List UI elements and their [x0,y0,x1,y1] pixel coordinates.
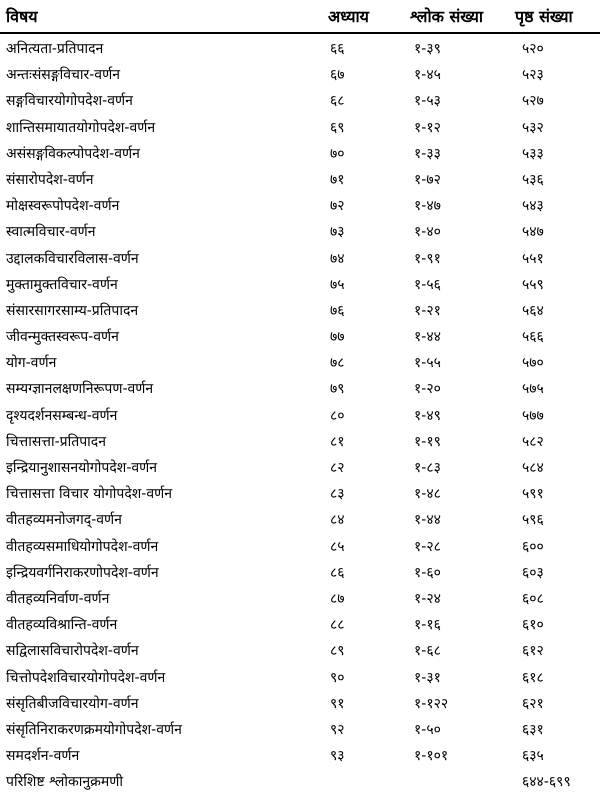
row-subject: समदर्शन-वर्णन [6,748,80,765]
row-verses: १-५० [414,721,441,738]
row-chapter: ९१ [330,695,345,712]
table-row [0,560,600,586]
table-row [0,193,600,219]
row-subject: सम्यग्ज्ञानलक्षणनिरूपण-वर्णन [6,381,154,398]
row-verses: १-२१ [414,302,441,319]
row-verses: १-४९ [414,407,441,424]
row-verses: १-५५ [414,355,441,372]
row-chapter: ८७ [330,590,345,607]
row-verses: १-२४ [414,590,441,607]
row-chapter: ८६ [330,564,345,581]
table-row [0,429,600,455]
row-subject: शान्तिसमायातयोगोपदेश-वर्णन [6,119,156,136]
row-chapter: ६८ [330,93,345,110]
row-chapter: ९० [330,669,345,686]
table-row [0,62,600,88]
row-chapter: ९३ [330,748,345,765]
contents-table-body [0,36,600,795]
table-row [0,350,600,376]
table-row [0,298,600,324]
row-page: ६१२ [522,643,544,660]
row-chapter: ७५ [330,276,345,293]
row-verses: १-४४ [414,512,441,529]
table-row [0,612,600,638]
row-chapter: ६६ [330,41,345,57]
row-chapter: ७७ [330,329,345,346]
row-page: ५९१ [522,486,544,503]
header-page: पृष्ठ संख्या [515,7,573,26]
row-chapter: ७८ [330,355,345,372]
row-page: ५३३ [522,145,544,162]
row-subject: सङ्गविचारयोगोपदेश-वर्णन [6,93,133,110]
row-subject: योग-वर्णन [6,355,57,372]
row-page: ५४७ [522,224,544,241]
row-page: ५८२ [522,433,544,450]
row-chapter: ७१ [330,171,345,188]
row-chapter: ७२ [330,198,345,215]
row-subject: इन्द्रियवर्गनिराकरणोपदेश-वर्णन [6,564,159,581]
table-header [0,0,600,34]
row-page: ६०३ [522,564,544,581]
row-verses: १-७२ [414,171,441,188]
table-row [0,324,600,350]
row-subject: परिशिष्ट श्लोकानुक्रमणी [6,774,123,791]
table-row [0,141,600,167]
row-chapter: ८८ [330,617,345,634]
table-row [0,507,600,533]
table-row [0,665,600,691]
table-row [0,534,600,560]
row-page: ५७० [522,355,544,372]
row-subject: वीतहव्यसमाधियोगोपदेश-वर्णन [6,538,159,555]
row-subject: मोक्षस्वरूपोपदेश-वर्णन [6,198,120,215]
row-page: ५३६ [522,171,544,188]
row-chapter: ८९ [330,643,345,660]
row-subject: उद्दालकविचारविलास-वर्णन [6,250,139,267]
row-verses: १-६८ [414,643,441,660]
row-verses: १-१२२ [414,695,449,712]
row-verses: १-१६ [414,617,441,634]
row-verses: १-९१ [414,250,441,267]
row-subject: संसारसागरसाम्य-प्रतिपादन [6,302,139,319]
row-chapter: ८० [330,407,345,424]
row-page: ६४४-६९९ [522,774,571,791]
row-chapter: ८४ [330,512,345,529]
row-subject: अन्तःसंसङ्गविचार-वर्णन [6,67,120,84]
table-row [0,167,600,193]
row-verses: १-५६ [414,276,441,293]
row-page: ६१० [522,617,544,634]
row-subject: सद्विलासविचारोपदेश-वर्णन [6,643,139,660]
row-chapter: ६७ [330,67,345,84]
row-chapter: ७४ [330,250,345,267]
table-row [0,376,600,402]
row-subject: संसारोपदेश-वर्णन [6,171,94,188]
table-row [0,455,600,481]
row-subject: असंसङ्गविकल्पोपदेश-वर्णन [6,145,140,162]
row-page: ५८४ [522,460,544,476]
row-page: ५६४ [522,302,544,319]
row-verses: १-२० [414,381,441,398]
row-page: ५७५ [522,381,544,398]
table-row [0,481,600,507]
row-page: ६०० [522,538,544,555]
row-page: ५५९ [522,276,544,293]
row-subject: संसृतिबीजविचारयोग-वर्णन [6,695,139,712]
table-row [0,219,600,245]
row-verses: १-४५ [414,67,441,84]
table-row [0,743,600,769]
row-chapter: ७९ [330,381,345,398]
row-verses: १-८३ [414,460,441,476]
row-subject: चित्तासत्ता विचार योगोपदेश-वर्णन [6,486,173,503]
row-page: ६०८ [522,590,544,607]
row-page: ६१८ [522,669,544,686]
row-verses: १-३१ [414,669,441,686]
row-subject: जीवन्मुक्तस्वरूप-वर्णन [6,329,119,346]
row-verses: १-३३ [414,145,441,162]
table-row [0,403,600,429]
row-page: ५६६ [522,329,544,346]
row-page: ५९६ [522,512,544,529]
row-page: ५४३ [522,198,544,215]
row-verses: १-४० [414,224,441,241]
row-subject: मुक्तामुक्तविचार-वर्णन [6,276,118,293]
row-verses: १-१२ [414,119,441,136]
table-row [0,36,600,62]
row-subject: अनित्यता-प्रतिपादन [6,41,104,57]
table-row [0,691,600,717]
row-verses: १-४७ [414,198,441,215]
row-subject: स्वात्मविचार-वर्णन [6,224,96,241]
row-subject: इन्द्रियानुशासनयोगोपदेश-वर्णन [6,460,158,476]
table-row [0,272,600,298]
row-subject: संसृतिनिराकरणक्रमयोगोपदेश-वर्णन [6,721,182,738]
row-subject: चित्तोपदेशविचारयोगोपदेश-वर्णन [6,669,166,686]
table-row [0,769,600,795]
row-verses: १-१९ [414,433,441,450]
table-row [0,88,600,114]
row-verses: १-४४ [414,329,441,346]
row-verses: १-१०१ [414,748,449,765]
row-page: ५२३ [522,67,544,84]
row-chapter: ७० [330,145,345,162]
row-chapter: ८२ [330,460,345,476]
header-subject: विषय [6,7,38,26]
row-verses: १-४८ [414,486,441,503]
row-page: ६३५ [522,748,544,765]
row-subject: चित्तासत्ता-प्रतिपादन [6,433,106,450]
row-chapter: ९२ [330,721,345,738]
row-chapter: ७६ [330,302,345,319]
row-subject: वीतहव्यमनोजगद्-वर्णन [6,512,122,529]
row-page: ५५१ [522,250,544,267]
row-page: ५७७ [522,407,544,424]
row-chapter: ८३ [330,486,345,503]
row-page: ५३२ [522,119,544,136]
row-subject: दृश्यदर्शनसम्बन्ध-वर्णन [6,407,118,424]
table-row [0,246,600,272]
table-row [0,586,600,612]
table-row [0,115,600,141]
row-page: ५२० [522,41,544,57]
row-chapter: ८५ [330,538,345,555]
row-chapter: ७३ [330,224,345,241]
row-subject: वीतहव्यनिर्वाण-वर्णन [6,590,110,607]
row-verses: १-५३ [414,93,441,110]
table-row [0,717,600,743]
row-verses: १-६० [414,564,441,581]
header-chapter: अध्याय [328,7,369,26]
header-verses: श्लोक संख्या [410,7,484,26]
row-page: ६३१ [522,721,544,738]
row-verses: १-३९ [414,41,441,57]
row-verses: १-२८ [414,538,441,555]
table-row [0,638,600,664]
row-chapter: ६९ [330,119,345,136]
row-chapter: ८१ [330,433,345,450]
row-page: ५२७ [522,93,544,110]
row-page: ६२१ [522,695,544,712]
row-subject: वीतहव्यविश्रान्ति-वर्णन [6,617,118,634]
